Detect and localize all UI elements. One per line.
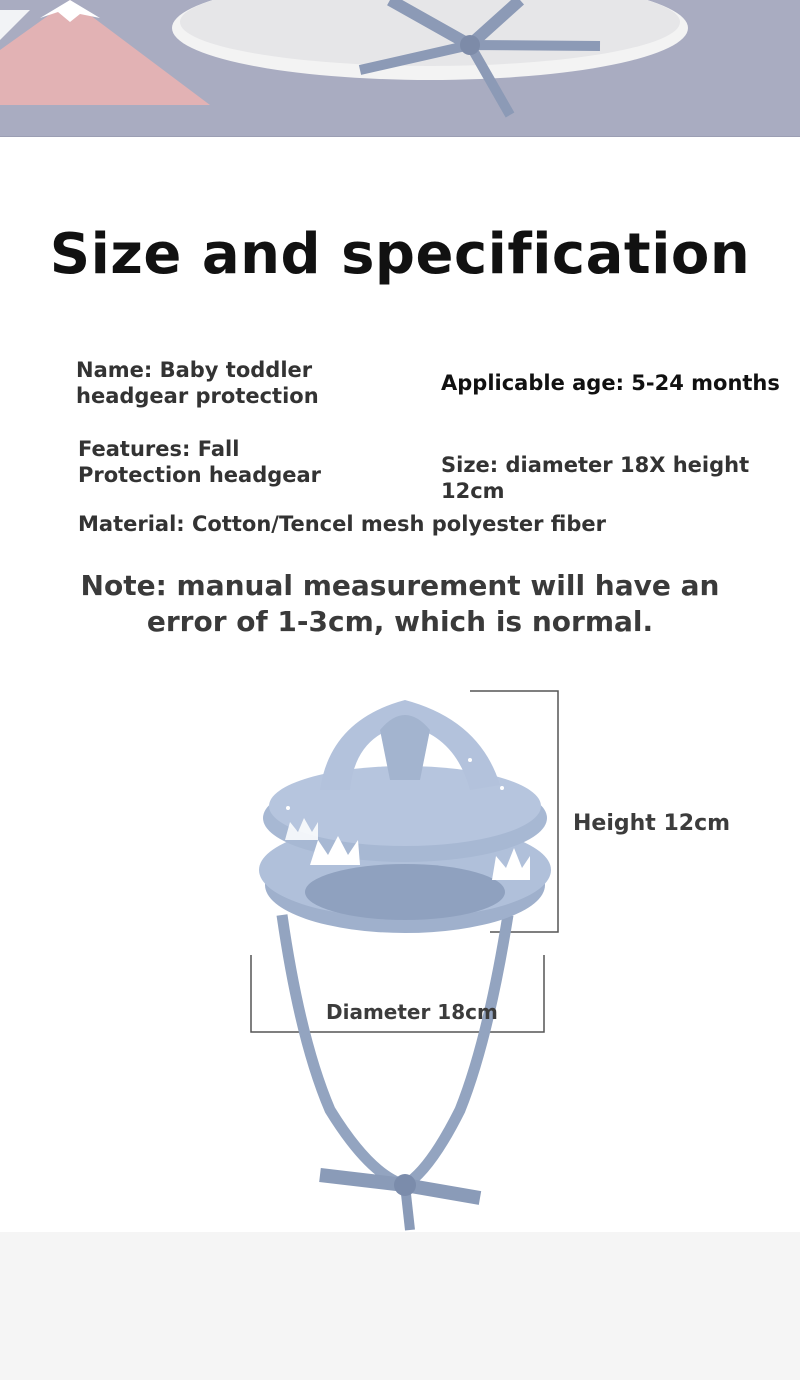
spec-size: Size: diameter 18X height 12cm — [441, 453, 750, 503]
spec-name-line1: Name: Baby toddler — [76, 358, 313, 382]
spec-name-line2: headgear protection — [76, 384, 319, 408]
hero-scene-illustration — [0, 0, 800, 136]
diameter-label: Diameter 18cm — [326, 1000, 498, 1024]
note-line2: error of 1-3cm, which is normal. — [146, 605, 654, 638]
hero-image-strip — [0, 0, 800, 137]
knot-shape — [460, 35, 480, 55]
spec-features-line2: Protection headgear — [78, 463, 322, 487]
page-title: Size and specification — [49, 222, 751, 287]
note-line1: Note: manual measurement will have an — [80, 569, 720, 602]
spec-material: Material: Cotton/Tencel mesh polyester fiber — [78, 512, 606, 536]
left-strap-shape — [282, 915, 405, 1185]
right-strap-shape — [405, 915, 508, 1185]
pink-mountain-shape — [0, 0, 210, 105]
height-label: Height 12cm — [573, 811, 731, 836]
helmet-product-figure — [0, 660, 800, 1240]
spec-features-line1: Features: Fall — [78, 437, 240, 461]
spec-name — [76, 357, 319, 409]
strap-knot-shape — [394, 1174, 416, 1196]
spec-features — [78, 436, 321, 488]
spec-age: Applicable age: 5-24 months — [441, 371, 780, 395]
footer-band — [0, 1232, 800, 1380]
measurement-note — [60, 568, 740, 640]
